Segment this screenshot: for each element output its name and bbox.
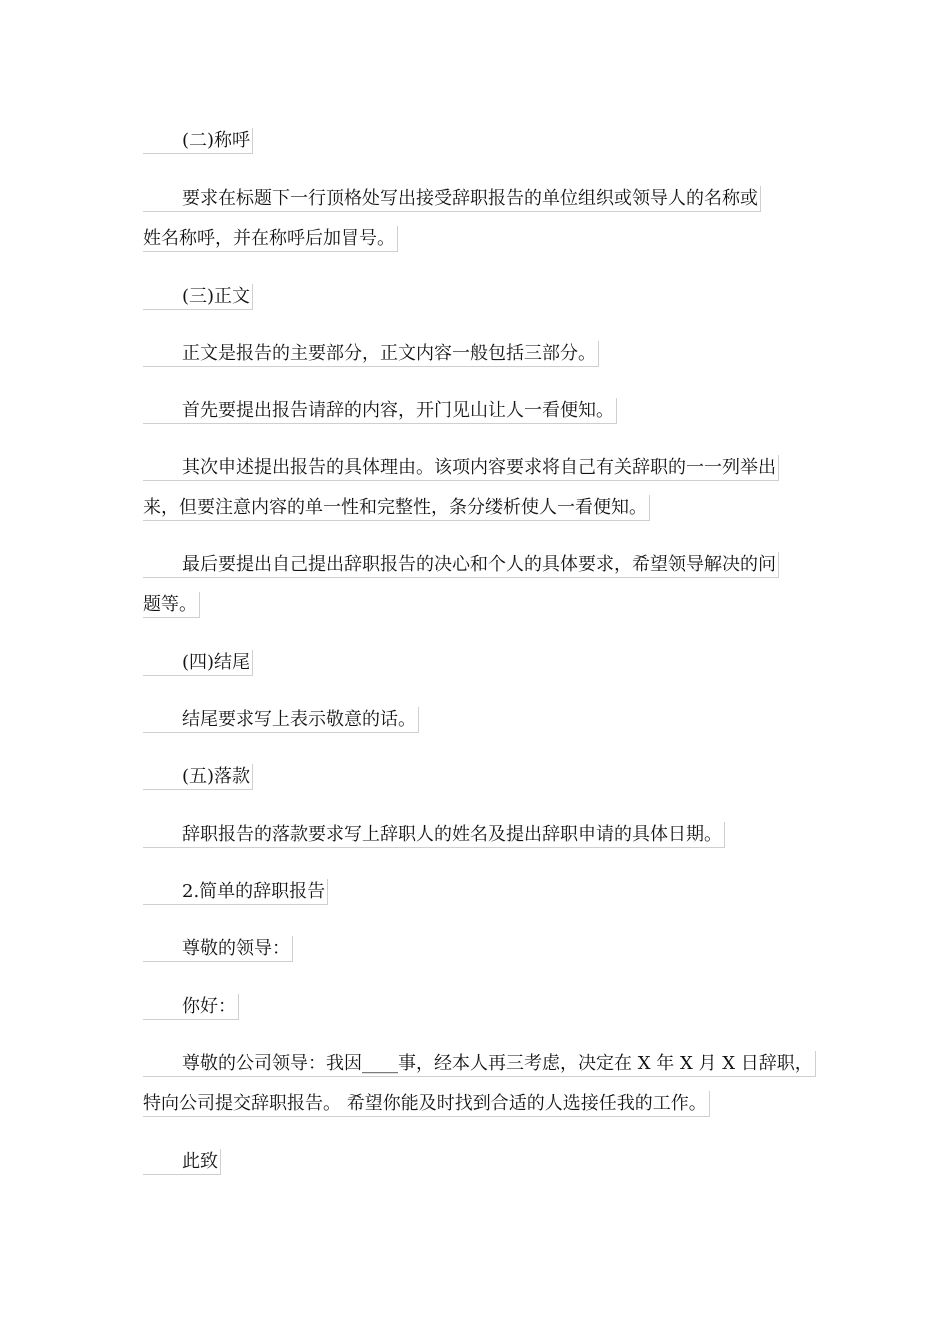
letter-body-line: 特向公司提交辞职报告。 希望你能及时找到合适的人选接任我的工作。 [143,1091,710,1117]
paragraph-line: 结尾要求写上表示敬意的话。 [143,707,419,733]
paragraph-line: 姓名称呼，并在称呼后加冒号。 [143,226,398,252]
paragraph-line: 最后要提出自己提出辞职报告的决心和个人的具体要求，希望领导解决的问 [143,552,779,578]
paragraph-line: 首先要提出报告请辞的内容，开门见山让人一看便知。 [143,398,617,424]
letter-body-line: 尊敬的公司领导：我因____事，经本人再三考虑，决定在 X 年 X 月 X 日辞职， [143,1051,816,1077]
heading-closing: (四)结尾 [143,650,253,676]
paragraph-line: 来，但要注意内容的单一性和完整性，条分缕析使人一看便知。 [143,495,650,521]
letter-closing: 此致 [143,1149,221,1175]
letter-greeting: 尊敬的领导： [143,936,293,962]
paragraph-line: 其次申述提出报告的具体理由。该项内容要求将自己有关辞职的一一列举出 [143,455,779,481]
letter-hello: 你好： [143,994,239,1020]
paragraph-line: 题等。 [143,592,200,618]
heading-simple-report: 2.简单的辞职报告 [143,879,328,905]
paragraph-line: 正文是报告的主要部分，正文内容一般包括三部分。 [143,341,599,367]
paragraph-line: 要求在标题下一行顶格处写出接受辞职报告的单位组织或领导人的名称或 [143,186,761,212]
heading-body: (三)正文 [143,284,253,310]
heading-signature: (五)落款 [143,764,253,790]
heading-salutation: (二)称呼 [143,128,253,154]
paragraph-line: 辞职报告的落款要求写上辞职人的姓名及提出辞职申请的具体日期。 [143,822,725,848]
